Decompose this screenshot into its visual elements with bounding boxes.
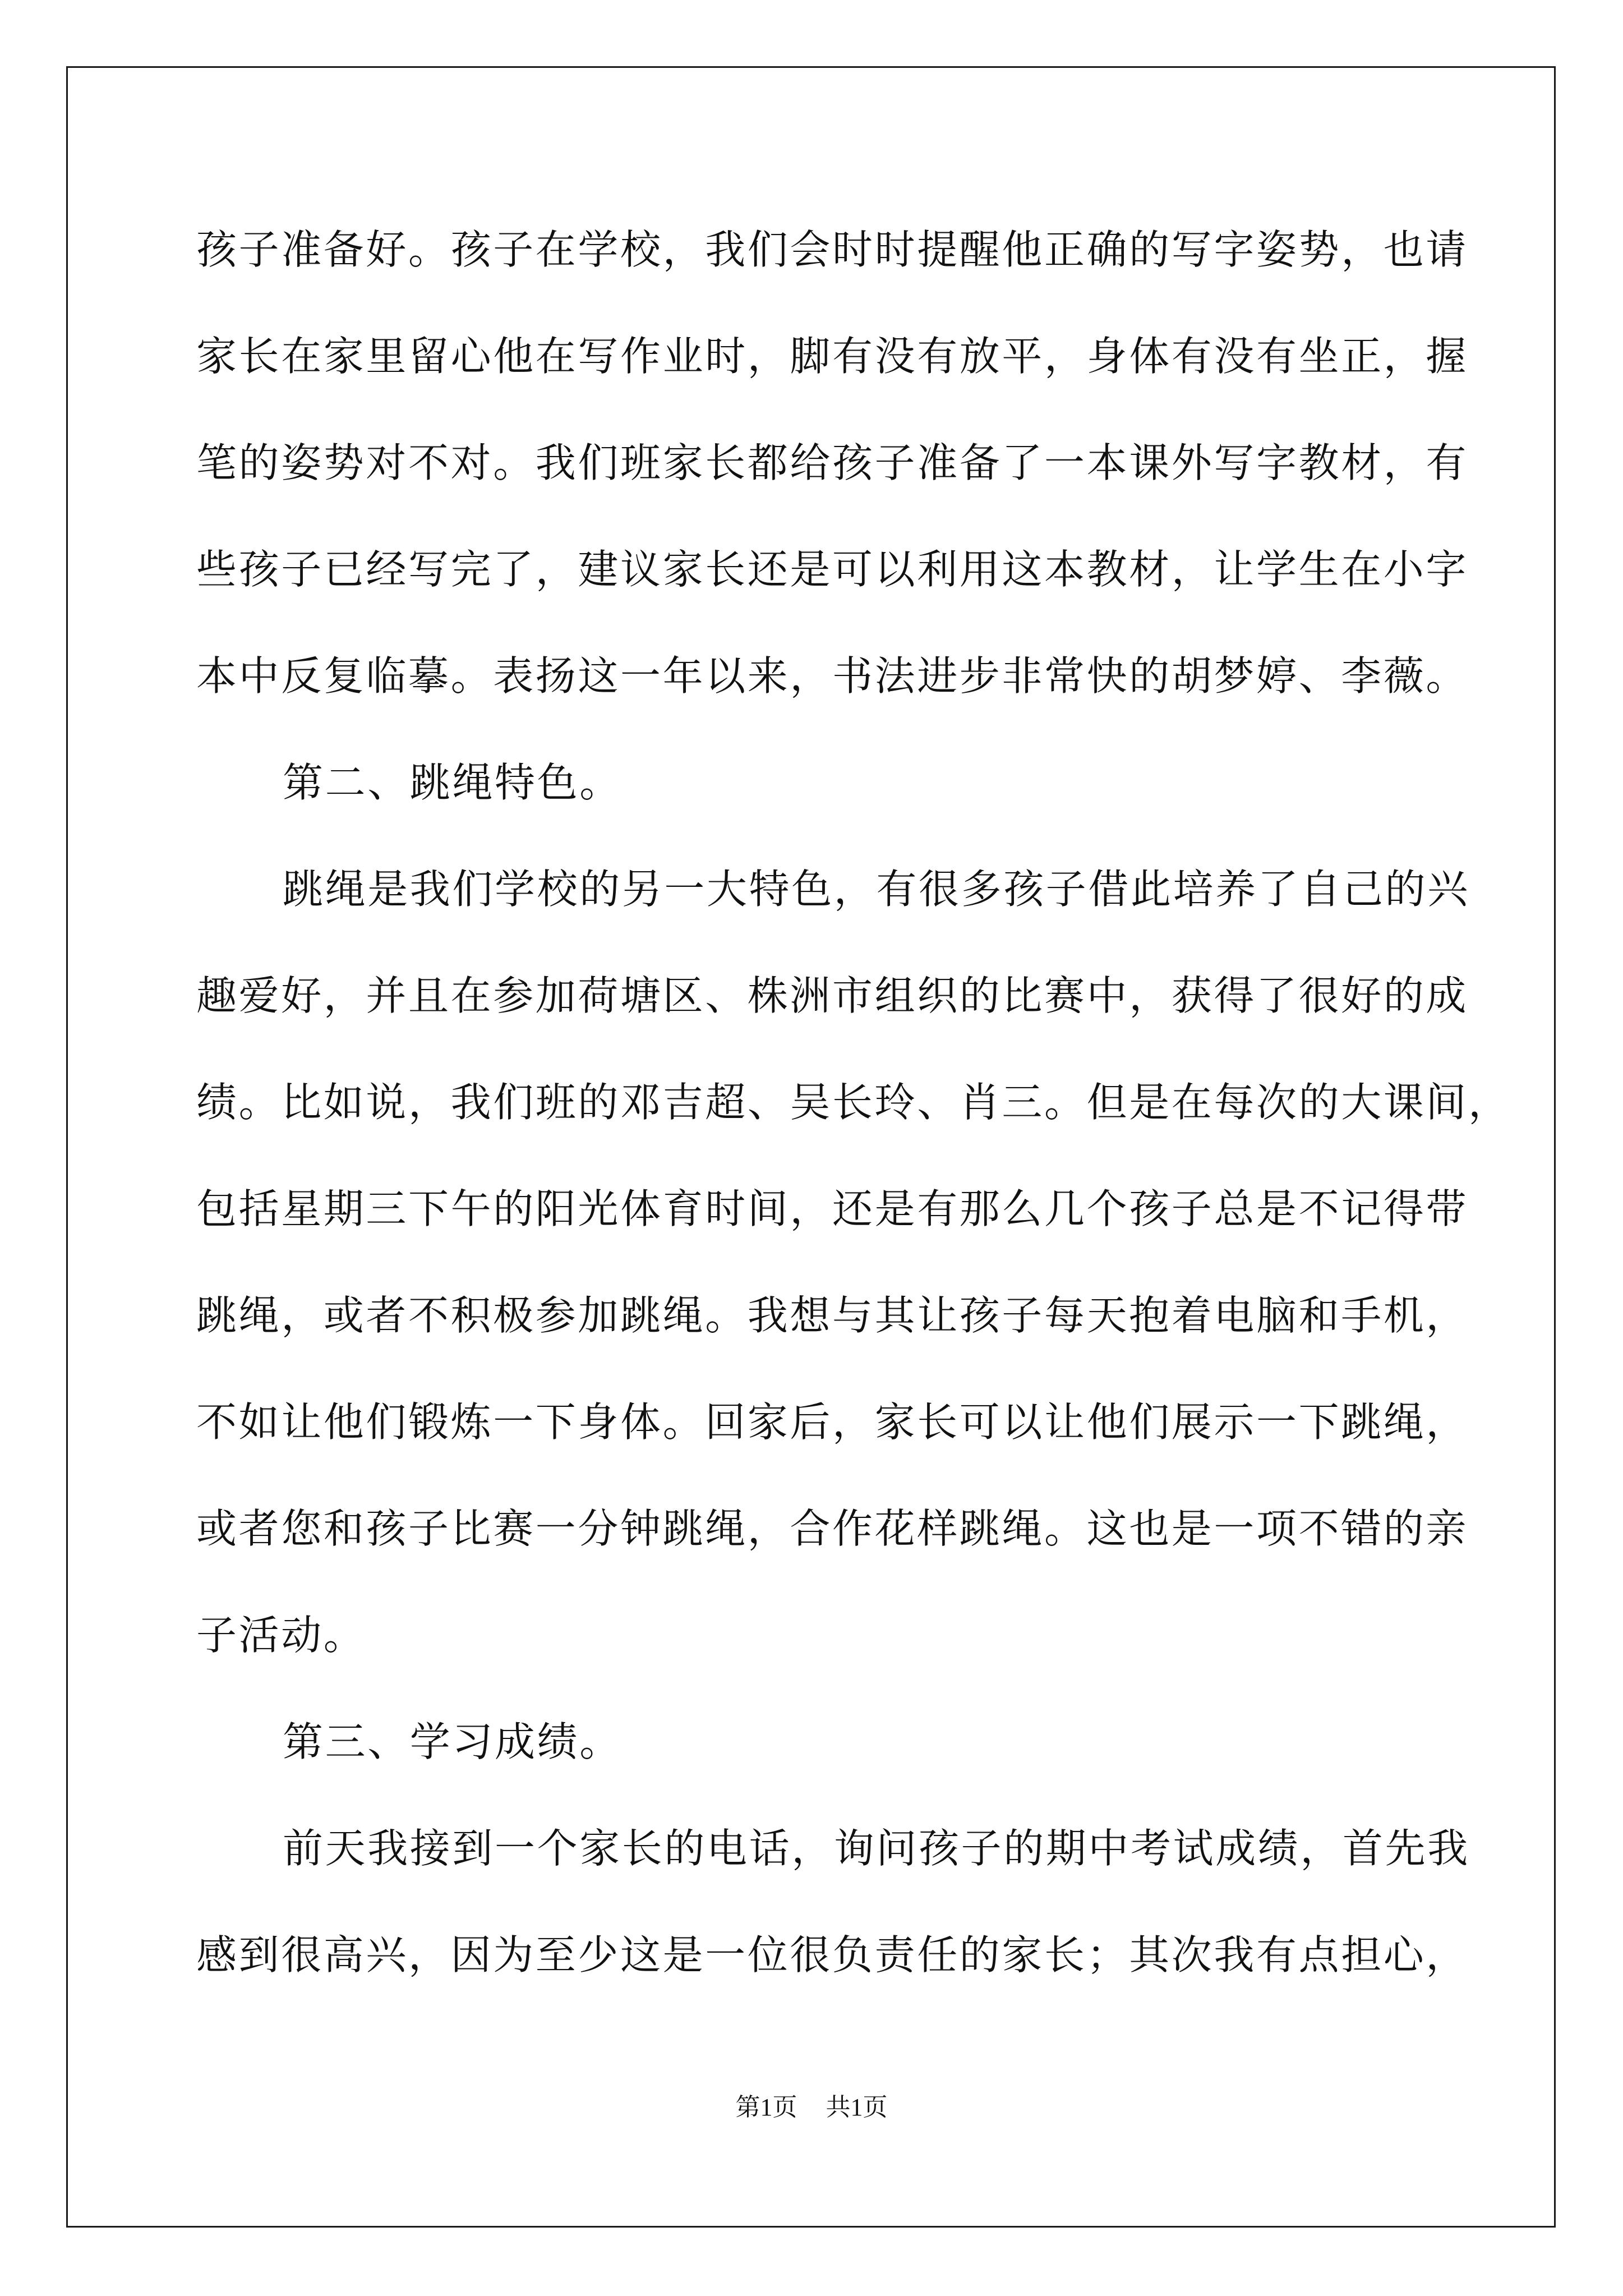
text-line: 跳绳，或者不积极参加跳绳。我想与其让孩子每天抱着电脑和手机， bbox=[196, 1292, 1469, 1339]
text-line: 家长在家里留心他在写作业时，脚有没有放平，身体有没有坐正，握 bbox=[196, 333, 1469, 380]
page-footer bbox=[0, 2087, 1623, 2123]
page-number-current: 第1页 bbox=[735, 2093, 797, 2121]
text-line: 趣爱好，并且在参加荷塘区、株洲市组织的比赛中，获得了很好的成 bbox=[196, 972, 1469, 1019]
section-heading: 第二、跳绳特色。 bbox=[283, 759, 622, 806]
text-line: 孩子准备好。孩子在学校，我们会时时提醒他正确的写字姿势，也请 bbox=[196, 226, 1469, 273]
text-line: 或者您和孩子比赛一分钟跳绳，合作花样跳绳。这也是一项不错的亲 bbox=[196, 1505, 1469, 1552]
text-line: 包括星期三下午的阳光体育时间，还是有那么几个孩子总是不记得带 bbox=[196, 1185, 1469, 1232]
text-line: 些孩子已经写完了，建议家长还是可以利用这本教材，让学生在小字 bbox=[196, 546, 1469, 593]
text-line: 本中反复临摹。表扬这一年以来，书法进步非常快的胡梦婷、李薇。 bbox=[196, 652, 1469, 700]
section-heading: 第三、学习成绩。 bbox=[283, 1718, 622, 1765]
page-number-total: 共1页 bbox=[826, 2093, 888, 2121]
text-line: 笔的姿势对不对。我们班家长都给孩子准备了一本课外写字教材，有 bbox=[196, 439, 1469, 486]
text-line: 感到很高兴，因为至少这是一位很负责任的家长；其次我有点担心， bbox=[196, 1931, 1469, 1978]
document-body bbox=[196, 222, 1511, 2033]
text-line: 不如让他们锻炼一下身体。回家后，家长可以让他们展示一下跳绳， bbox=[196, 1398, 1469, 1446]
text-line: 子活动。 bbox=[196, 1612, 366, 1659]
text-line: 绩。比如说，我们班的邓吉超、吴长玲、肖三。但是在每次的大课间， bbox=[196, 1079, 1511, 1126]
text-line: 前天我接到一个家长的电话，询问孩子的期中考试成绩，首先我 bbox=[283, 1825, 1470, 1872]
text-line: 跳绳是我们学校的另一大特色，有很多孩子借此培养了自己的兴 bbox=[283, 866, 1470, 913]
